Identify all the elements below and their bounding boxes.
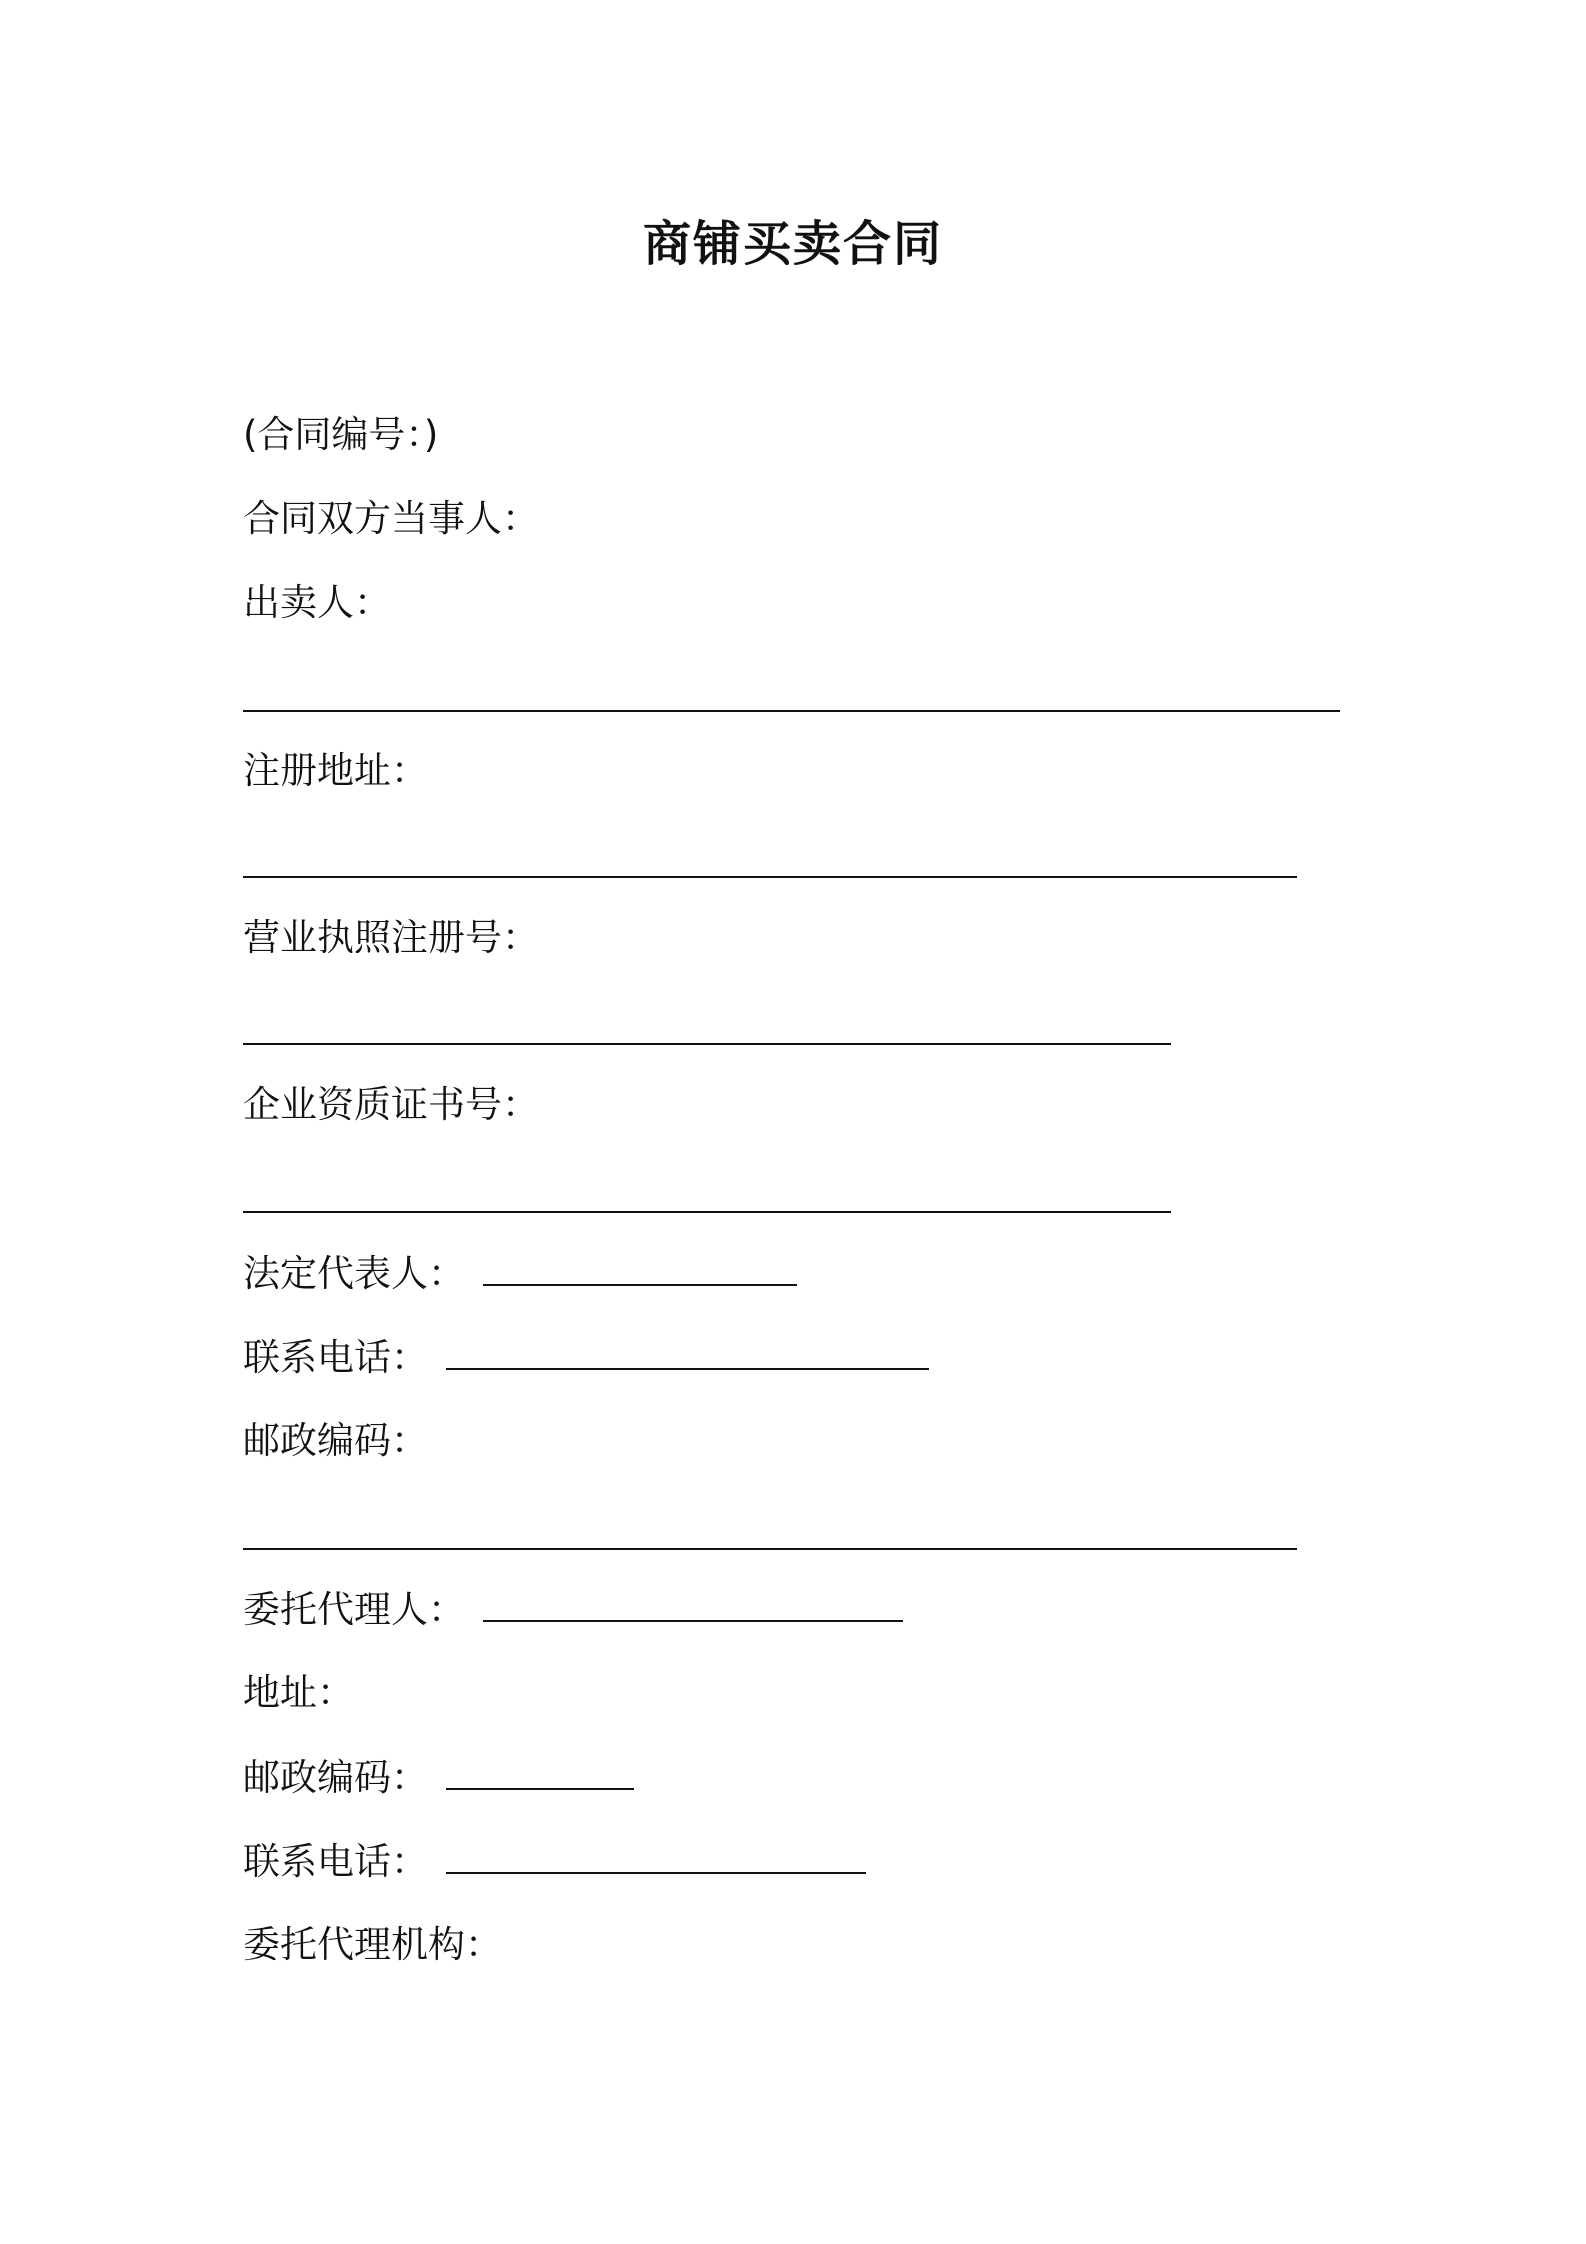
document-title: 商铺买卖合同 bbox=[642, 216, 943, 272]
contract-number-label: (合同编号：) bbox=[243, 413, 439, 456]
legal-rep-fill-line[interactable] bbox=[483, 1248, 797, 1286]
qualification-cert-fill-line[interactable] bbox=[243, 1211, 1171, 1213]
agent-postal-code-fill-line[interactable] bbox=[446, 1752, 634, 1790]
agency-label: 委托代理机构： bbox=[243, 1923, 502, 1966]
business-license-fill-line[interactable] bbox=[243, 1043, 1171, 1045]
agent-label: 委托代理人： bbox=[243, 1588, 465, 1631]
phone-row bbox=[243, 1332, 929, 1383]
legal-rep-label: 法定代表人： bbox=[243, 1252, 465, 1295]
phone-fill-line[interactable] bbox=[446, 1332, 929, 1370]
agent-fill-line[interactable] bbox=[483, 1584, 903, 1622]
seller-fill-line[interactable] bbox=[243, 710, 1340, 712]
agent-phone-row bbox=[243, 1836, 866, 1887]
agent-phone-fill-line[interactable] bbox=[446, 1836, 866, 1874]
agent-row bbox=[243, 1584, 903, 1635]
postal-code-fill-line[interactable] bbox=[243, 1548, 1297, 1550]
agent-postal-code-label: 邮政编码： bbox=[243, 1756, 428, 1799]
seller-label: 出卖人： bbox=[243, 581, 391, 624]
agent-postal-code-row bbox=[243, 1752, 634, 1803]
postal-code-label: 邮政编码： bbox=[243, 1419, 428, 1462]
registered-address-fill-line[interactable] bbox=[243, 876, 1297, 878]
parties-label: 合同双方当事人： bbox=[243, 497, 539, 540]
address-label: 地址： bbox=[243, 1671, 354, 1714]
registered-address-label: 注册地址： bbox=[243, 749, 428, 792]
qualification-cert-label: 企业资质证书号： bbox=[243, 1083, 539, 1126]
business-license-label: 营业执照注册号： bbox=[243, 916, 539, 959]
agent-phone-label: 联系电话： bbox=[243, 1840, 428, 1883]
legal-rep-row bbox=[243, 1248, 797, 1299]
phone-label: 联系电话： bbox=[243, 1336, 428, 1379]
